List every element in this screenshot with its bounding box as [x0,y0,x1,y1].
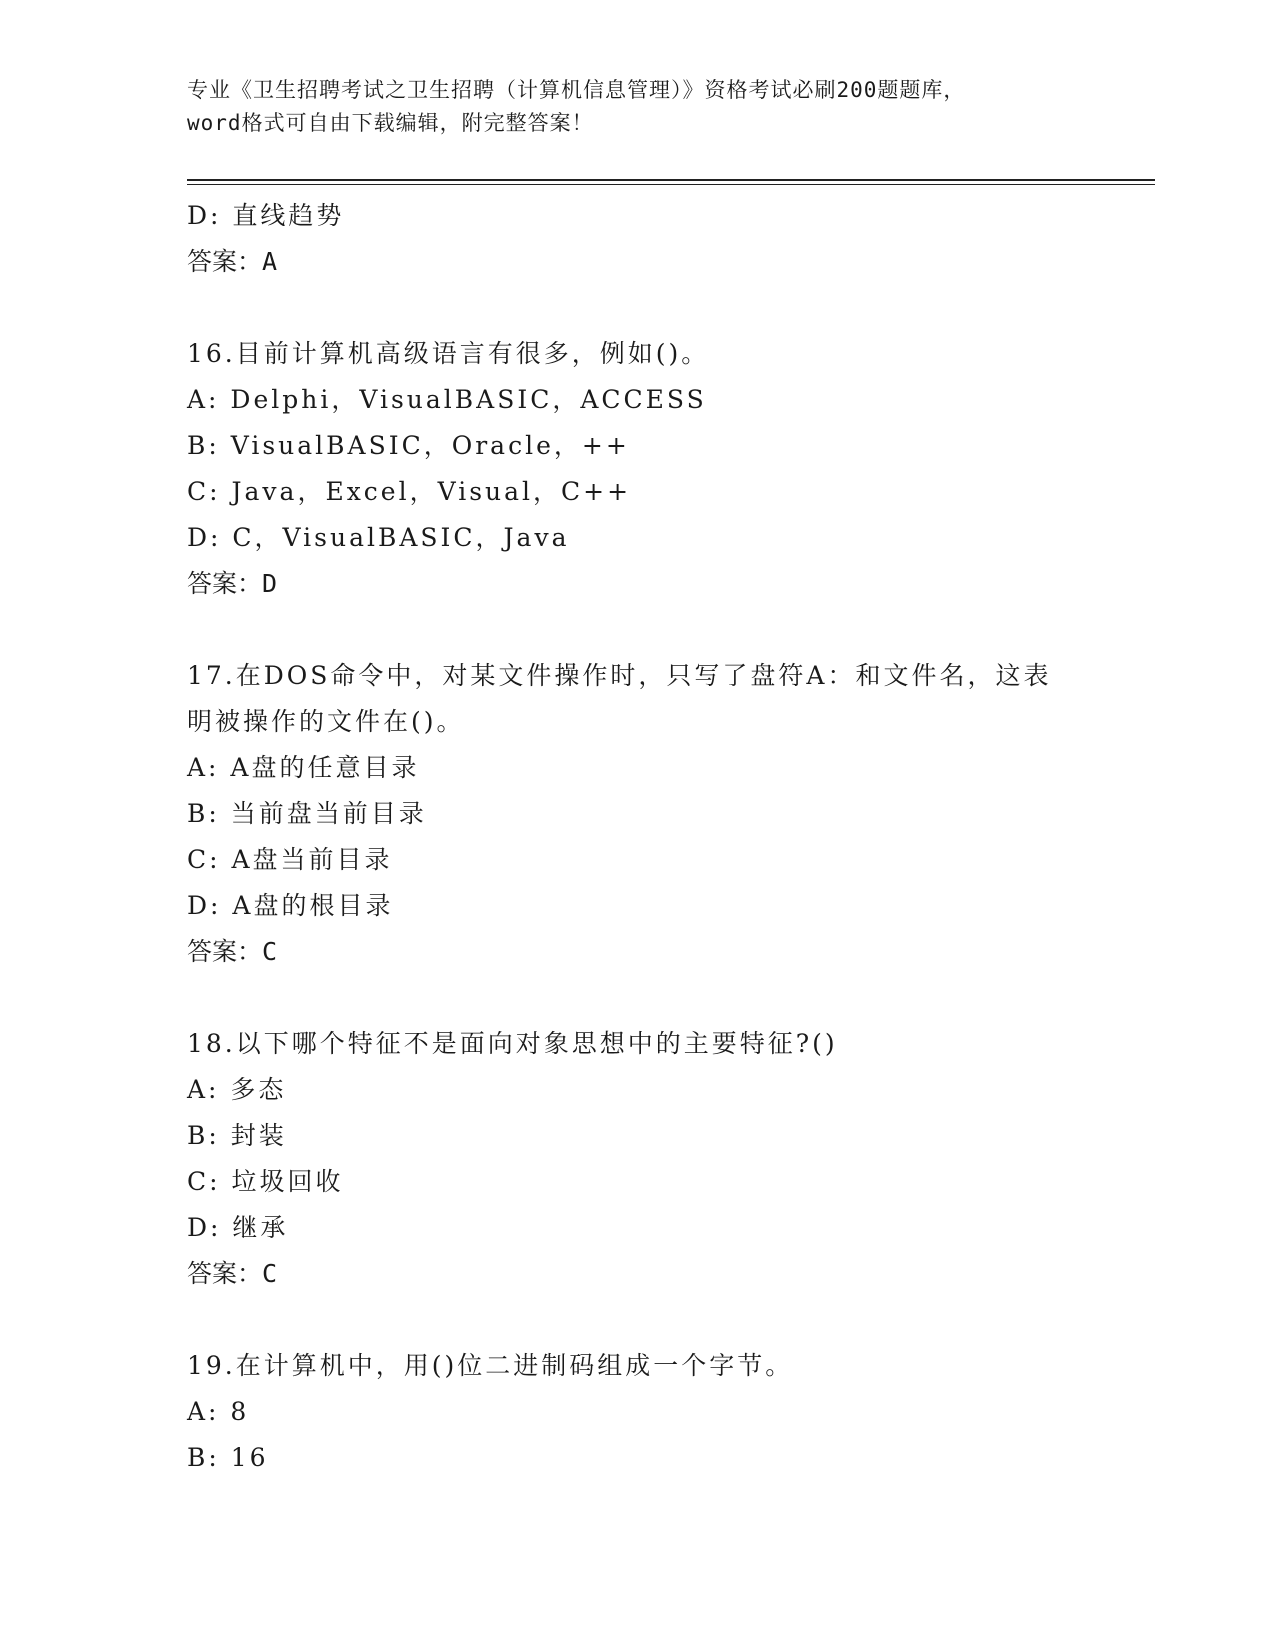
option-c: C: Java，Excel，Visual，C++ [187,477,632,506]
header-line-1: 专业《卫生招聘考试之卫生招聘（计算机信息管理）》资格考试必刷200题题库， [187,78,966,102]
option-a: A: Delphi，VisualBASIC，ACCESS [187,385,707,414]
option-c: C: 垃圾回收 [187,1167,344,1196]
answer: 答案：A [187,247,278,276]
option-d: D: C，VisualBASIC，Java [187,523,570,552]
document-header [187,74,1087,140]
question-17: 17.在DOS命令中，对某文件操作时，只写了盘符A：和文件名，这表 [187,661,1052,690]
option-b: B: 当前盘当前目录 [187,799,427,828]
option-a: A: 8 [187,1397,250,1426]
header-line-2: word格式可自由下载编辑，附完整答案！ [187,111,594,135]
option-a: A: A盘的任意目录 [187,753,420,782]
question-19: 19.在计算机中，用()位二进制码组成一个字节。 [187,1351,794,1380]
question-17-cont: 明被操作的文件在()。 [187,707,465,736]
question-16: 16.目前计算机高级语言有很多，例如()。 [187,339,710,368]
option-d: D: A盘的根目录 [187,891,394,920]
option-c: C: A盘当前目录 [187,845,393,874]
option-b: B: VisualBASIC，Oracle，++ [187,431,630,460]
answer: 答案：C [187,1259,278,1288]
header-divider-thick [187,179,1155,181]
option-b: B: 16 [187,1443,269,1472]
option-d: D: 直线趋势 [187,201,345,230]
header-divider-thin [187,184,1155,185]
question-list [187,193,1087,1481]
question-18: 18.以下哪个特征不是面向对象思想中的主要特征?() [187,1029,838,1058]
option-a: A: 多态 [187,1075,287,1104]
option-b: B: 封装 [187,1121,287,1150]
option-d: D: 继承 [187,1213,289,1242]
answer: 答案：C [187,937,278,966]
answer: 答案：D [187,569,278,598]
